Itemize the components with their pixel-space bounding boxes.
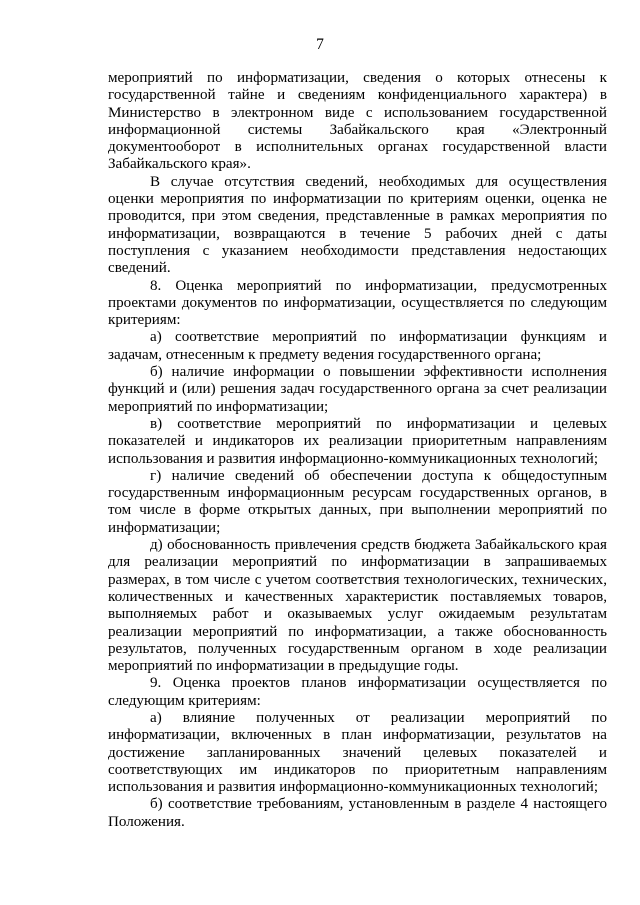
criterion-8-b: б) наличие информации о повышении эффективности исполнения функций и (или) решения задач государственного органа за счет реализации мероприятий по информатизации;: [108, 364, 607, 415]
paragraph-item-9: 9. Оценка проектов планов информатизации осуществляется по следующим критериям:: [108, 675, 607, 709]
page-number: 7: [316, 36, 324, 53]
criterion-8-v: в) соответствие мероприятий по информатизации и целевых показателей и индикаторов их реализации приоритетным направлениям использования и развития информационно-коммуникационных технологий;: [108, 415, 607, 467]
criterion-9-b: б) соответствие требованиям, установленным в разделе 4 настоящего Положения.: [108, 796, 607, 830]
paragraph-item-8: 8. Оценка мероприятий по информатизации, предусмотренных проектами документов по информатизации, осуществляется по следующим критериям:: [108, 277, 607, 329]
criterion-8-g: г) наличие сведений об обеспечении доступа к общедоступным государственным информационным ресурсам государственных органов, в том числе в форме открытых данных, при выполнении мероприятий по информатизации;: [108, 467, 607, 536]
paragraph-missing-info: В случае отсутствия сведений, необходимых для осуществления оценки мероприятия по информатизации по критериям оценки, оценка не проводится, при этом сведения, представленные в рамках мероприятия по информатизации, возвращаются в течение 5 рабочих дней с даты поступления с указанием необходимости представления недостающих сведений.: [108, 173, 607, 277]
paragraph-continuation: мероприятий по информатизации, сведения о которых отнесены к государственной тайне и сведениям конфиденциального характера) в Министерство в электронном виде с использованием государственной информационной системы Забайкальского края «Электронный документооборот в исполнительных органах государственной власти Забайкальского края».: [108, 70, 607, 173]
document-body: [108, 70, 607, 831]
criterion-8-a: а) соответствие мероприятий по информатизации функциям и задачам, отнесенным к предмету ведения государственного органа;: [108, 329, 607, 363]
criterion-9-a: а) влияние полученных от реализации мероприятий по информатизации, включенных в план информатизации, результатов на достижение запланированных значений целевых показателей и соответствующих им индикаторов по приоритетным направлениям использования и развития информационно-коммуникационных технологий;: [108, 709, 607, 796]
criterion-8-d: д) обоснованность привлечения средств бюджета Забайкальского края для реализации мероприятий по информатизации в запрашиваемых размерах, в том числе с учетом соответствия технологических, технических, количественных и качественных характеристик поставляемых товаров, выполняемых работ и оказываемых услуг ожидаемым результатам реализации мероприятий по информатизации, а также обоснованность результатов, полученных государственным органом в ходе реализации мероприятий по информатизации в предыдущие годы.: [108, 537, 607, 675]
